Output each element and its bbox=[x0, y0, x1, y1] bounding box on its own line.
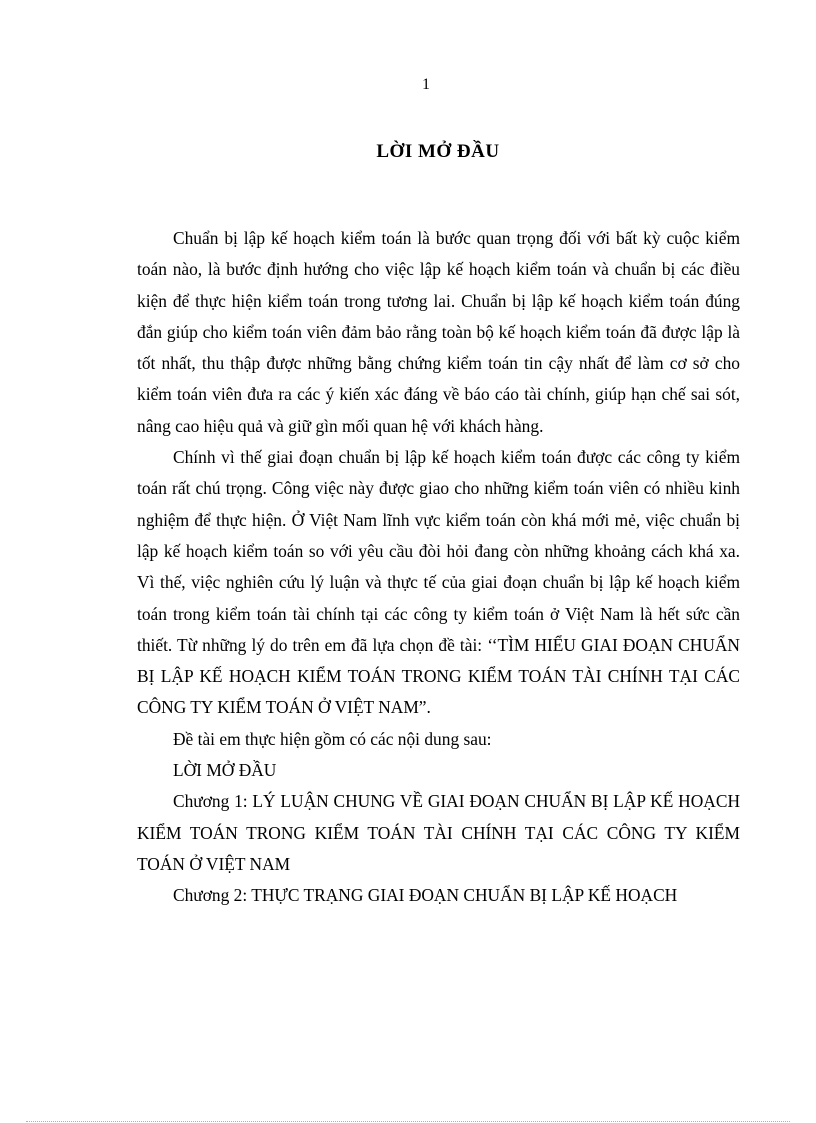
paragraph-intro: Chuẩn bị lập kế hoạch kiểm toán là bước quan trọng đối với bất kỳ cuộc kiểm toán nào, là bước định hướng cho việc lập kế hoạch kiểm toán và chuẩn bị các điều kiện để thực hiện kiểm toán trong tương lai. Chuẩn bị lập kế hoạch kiểm toán đúng đắn giúp cho kiểm toán viên đảm bảo rằng toàn bộ kế hoạch kiểm toán đã được lập là tốt nhất, thu thập được những bằng chứng kiểm toán tin cậy nhất để làm cơ sở cho kiểm toán viên đưa ra các ý kiến xác đáng về báo cáo tài chính, giúp hạn chế sai sót, nâng cao hiệu quả và giữ gìn mối quan hệ với khách hàng. bbox=[137, 228, 740, 436]
toc-item-chapter-2: Chương 2: THỰC TRẠNG GIAI ĐOẠN CHUẨN BỊ LẬP KẾ HOẠCH bbox=[173, 885, 678, 906]
paragraph-contents-heading: Đề tài em thực hiện gồm có các nội dung sau: bbox=[173, 728, 492, 749]
page-bottom-rule bbox=[26, 1121, 790, 1122]
toc-item-preface: LỜI MỞ ĐẦU bbox=[173, 760, 277, 781]
document-body bbox=[137, 223, 740, 912]
page-title: LỜI MỞ ĐẦU bbox=[376, 141, 500, 162]
paragraph-reason: Chính vì thế giai đoạn chuẩn bị lập kế hoạch kiểm toán được các công ty kiểm toán rất chú trọng. Công việc này được giao cho những kiểm toán viên có nhiều kinh nghiệm để thực hiện. Ở Việt Nam lĩnh vực kiểm toán còn khá mới mẻ, việc chuẩn bị lập kế hoạch kiểm toán so với yêu cầu đòi hỏi đang còn những khoảng cách khá xa. Vì thế, việc nghiên cứu lý luận và thực tế của giai đoạn chuẩn bị lập kế hoạch kiểm toán trong kiểm toán tài chính tại các công ty kiểm toán ở Việt Nam là hết sức cần thiết. Từ những lý do trên em đã lựa chọn đề tài: ‘‘TÌM HIỂU GIAI ĐOẠN CHUẨN BỊ LẬP KẾ HOẠCH KIỂM TOÁN TRONG KIỂM TOÁN TÀI CHÍNH TẠI CÁC CÔNG TY KIỂM TOÁN Ở VIỆT NAM”. bbox=[137, 447, 740, 718]
toc-item-chapter-1: Chương 1: LÝ LUẬN CHUNG VỀ GIAI ĐOẠN CHUẨN BỊ LẬP KẾ HOẠCH KIỂM TOÁN TRONG KIỂM TOÁN TÀI CHÍNH TẠI CÁC CÔNG TY KIỂM TOÁN Ở VIỆT NAM bbox=[137, 791, 740, 874]
page-number: 1 bbox=[422, 76, 430, 93]
